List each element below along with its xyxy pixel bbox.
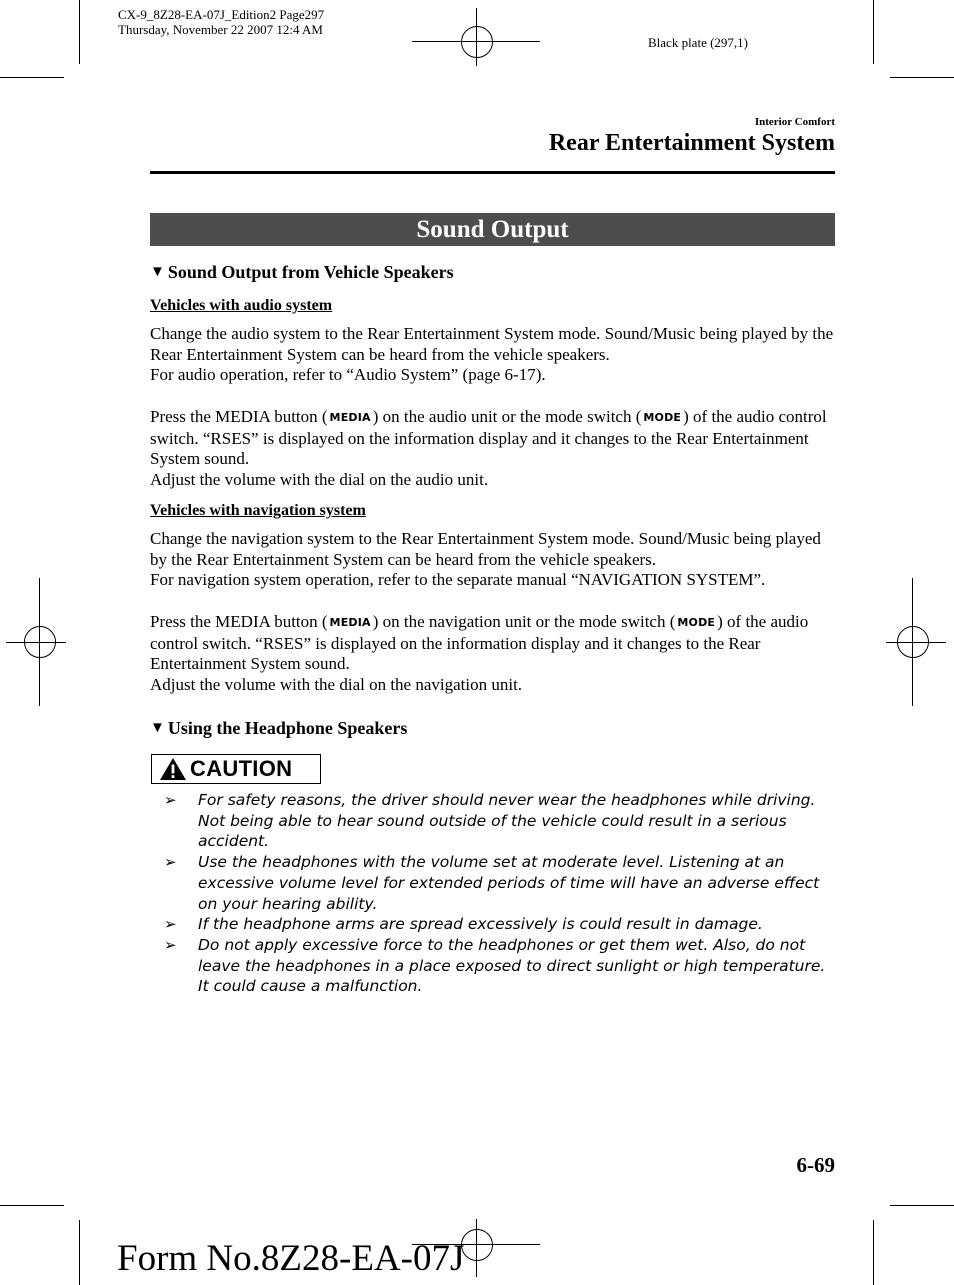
caution-label: CAUTION — [190, 756, 293, 781]
crop-mark — [79, 1220, 80, 1285]
media-button-icon: MEDIA — [329, 411, 371, 424]
caution-box — [151, 754, 321, 784]
arrow-bullet-icon: ➢ — [164, 791, 177, 809]
section-band: Sound Output — [150, 213, 835, 246]
caution-list — [150, 790, 838, 997]
arrow-bullet-icon: ➢ — [164, 915, 177, 934]
subsection-title: Using the Headphone Speakers — [167, 718, 408, 738]
plate-label: Black plate (297,1) — [648, 35, 748, 50]
mode-button-icon: MODE — [677, 616, 716, 629]
page-number: 6-69 — [796, 1153, 835, 1177]
print-date-line: Thursday, November 22 2007 12:4 AM — [118, 22, 323, 37]
triangle-down-icon: ▼ — [150, 264, 165, 280]
navigation-intro: Change the navigation system to the Rear Entertainment System mode. Sound/Music being played by the Rear Entertainment System can be heard from the vehicle speakers. — [150, 529, 821, 569]
subsection-heading-vehicle-speakers — [150, 262, 454, 283]
crop-mark — [890, 1205, 954, 1206]
title-rule — [150, 171, 835, 174]
audio-reference: For audio operation, refer to “Audio System” (page 6-17). — [150, 365, 546, 385]
audio-paragraph-2 — [150, 407, 840, 491]
arrow-bullet-icon: ➢ — [164, 935, 177, 954]
navigation-paragraph-2 — [150, 612, 840, 696]
navigation-system-heading: Vehicles with navigation system — [150, 502, 366, 519]
audio-instruction: Press the MEDIA button ( MEDIA ) on the audio unit or the mode switch ( MODE ) of the audio control switch. “RSES” is displayed on the information display and it changes to the Rear Entertainment System sound. — [150, 407, 827, 469]
form-number: Form No.8Z28-EA-07J — [117, 1238, 465, 1279]
caution-item: ➢ Use the headphones with the volume set at moderate level. Listening at an excessive volume level for extended periods of time will have an adverse effect on your hearing ability. — [164, 853, 820, 913]
audio-paragraph-1 — [150, 324, 840, 386]
crop-mark — [0, 1205, 64, 1206]
caution-item: ➢ If the headphone arms are spread excessively is could result in damage. — [164, 915, 763, 934]
audio-intro: Change the audio system to the Rear Entertainment System mode. Sound/Music being played by the Rear Entertainment System can be heard from the vehicle speakers. — [150, 324, 834, 364]
audio-system-heading: Vehicles with audio system — [150, 297, 333, 314]
section-label: Interior Comfort — [754, 116, 835, 128]
print-job-line: CX-9_8Z28-EA-07J_Edition2 Page297 — [118, 7, 325, 22]
crop-mark — [0, 77, 64, 78]
navigation-paragraph-1 — [150, 529, 840, 591]
page-title: Rear Entertainment System — [548, 130, 835, 156]
crop-mark — [873, 0, 874, 64]
audio-volume-note: Adjust the volume with the dial on the audio unit. — [150, 470, 489, 490]
caution-item: ➢ For safety reasons, the driver should never wear the headphones while driving. Not being able to hear sound outside of the vehicle could result in a serious accident. — [164, 791, 816, 851]
warning-icon — [159, 757, 187, 781]
subsection-heading-headphones — [150, 718, 407, 739]
arrow-bullet-icon: ➢ — [164, 853, 177, 872]
navigation-instruction: Press the MEDIA button ( MEDIA ) on the navigation unit or the mode switch ( MODE ) of the audio control switch. “RSES” is displayed on the information display and it changes to the Rear Entertainment System sound. — [150, 612, 809, 674]
crop-mark — [79, 0, 80, 64]
crop-mark — [890, 77, 954, 78]
media-button-icon: MEDIA — [329, 616, 371, 629]
subsection-title: Sound Output from Vehicle Speakers — [167, 262, 454, 282]
crop-mark — [873, 1220, 874, 1285]
navigation-reference: For navigation system operation, refer to the separate manual “NAVIGATION SYSTEM”. — [150, 570, 766, 590]
navigation-volume-note: Adjust the volume with the dial on the navigation unit. — [150, 675, 523, 695]
caution-item: ➢ Do not apply excessive force to the headphones or get them wet. Also, do not leave the headphones in a place exposed to direct sunlight or high temperature. It could cause a malfunction. — [164, 935, 826, 996]
mode-button-icon: MODE — [643, 411, 682, 424]
triangle-down-icon: ▼ — [150, 720, 165, 736]
